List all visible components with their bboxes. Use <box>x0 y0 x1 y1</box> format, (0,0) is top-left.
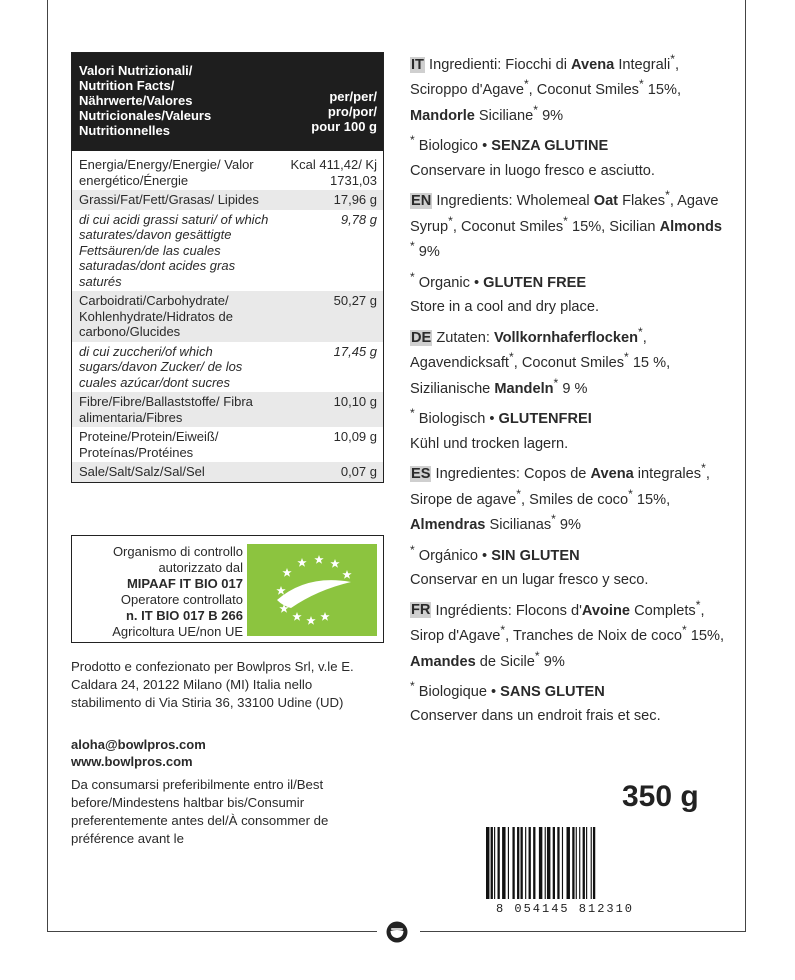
row-label: Grassi/Fat/Fett/Grasas/ Lipides <box>79 192 259 207</box>
text-bold: Oat <box>593 193 619 210</box>
nutrition-header-per <box>277 63 377 134</box>
text-bold: Almonds <box>659 218 723 235</box>
row-value: 17,96 g <box>333 192 377 207</box>
ingredients-fr <box>410 596 728 672</box>
asterisk: * <box>533 102 539 117</box>
organic-fr <box>410 677 728 702</box>
row-value: 0,07 g <box>340 464 377 479</box>
lang-code: EN <box>411 193 432 210</box>
header-line: Nährwerte/Valores <box>79 93 193 108</box>
text: Ingredientes: Copos de <box>431 466 591 483</box>
nutrition-header-title <box>79 63 259 138</box>
row-label: Proteine/Protein/Eiweiß/ Proteínas/Protéines <box>79 429 219 460</box>
row-value: Kcal 411,42/ Kj 1731,03 <box>290 157 377 188</box>
text-bold: SIN GLUTEN <box>491 547 580 564</box>
text: 15 %, Sizilianische <box>410 355 671 397</box>
text: , Coconut Smiles <box>528 82 639 99</box>
ingredients-column <box>410 50 728 732</box>
text: 15%, <box>686 627 725 644</box>
text: Zutaten: <box>432 329 494 346</box>
nutrition-table <box>71 52 384 483</box>
asterisk: * <box>624 350 629 365</box>
nutrition-row-energy <box>72 151 383 190</box>
row-label: Carboidrati/Carbohydrate/ Kohlenhydrate/Hidratos de carbono/Glucides <box>79 293 233 339</box>
asterisk: * <box>553 375 559 390</box>
text: 15%, Sicilian <box>567 218 660 235</box>
row-label: Energia/Energy/Energie/ Valor energético/Énergie <box>79 157 254 188</box>
header-per-line: per/per/ <box>329 89 377 104</box>
row-value: 10,10 g <box>333 394 377 409</box>
text: Orgánico • <box>414 547 492 564</box>
text: , Sirope de agave <box>410 466 710 508</box>
asterisk: * <box>508 350 514 365</box>
header-line: Nutritionnelles <box>79 123 171 138</box>
contact-info <box>71 736 381 770</box>
row-label: Fibre/Fibre/Ballaststoffe/ Fibra alimentaria/Fibres <box>79 394 253 425</box>
storage-it: Conservare in luogo fresco e asciutto. <box>410 162 655 179</box>
producer-address: Prodotto e confezionato per Bowlpros Srl, v.le E. Caldara 24, 20122 Milano (MI) Italia nello stabilimento di Via Stiria 36, 33100 Udine (UD) <box>71 659 354 710</box>
header-line: Valori Nutrizionali/ <box>79 63 193 78</box>
storage-de: Kühl und trocken lagern. <box>410 435 569 452</box>
asterisk: * <box>410 678 415 693</box>
ingredients-en <box>410 186 728 262</box>
asterisk: * <box>670 52 675 66</box>
text-bold: Avoine <box>581 602 631 619</box>
text: Biologico • <box>414 138 492 155</box>
text-bold: Avena <box>590 466 634 483</box>
ingredients-it <box>410 50 728 126</box>
text: de Sicile <box>475 653 535 670</box>
text: 15%, <box>632 491 671 508</box>
text: , Coconut Smiles <box>513 355 625 372</box>
asterisk: * <box>516 486 522 501</box>
text-bold: Mandorle <box>410 107 475 124</box>
asterisk: * <box>701 461 706 476</box>
lang-code: FR <box>411 602 431 619</box>
asterisk: * <box>638 77 644 92</box>
text-bold: Almendras <box>410 516 486 533</box>
asterisk: * <box>563 213 568 228</box>
text: 15%, <box>643 82 682 99</box>
text: Siciliane <box>474 107 534 124</box>
cert-line: Operatore controllato <box>120 592 243 607</box>
website-link[interactable]: www.bowlpros.com <box>71 754 193 769</box>
header-line: Nutricionales/Valeurs <box>79 108 212 123</box>
storage-en: Store in a cool and dry place. <box>410 299 600 316</box>
text: Integrali <box>614 56 671 73</box>
text: , Coconut Smiles <box>452 218 564 235</box>
frame-bottom-line-right <box>420 931 746 932</box>
eu-organic-leaf-icon <box>247 544 377 636</box>
nutrition-row-saturates <box>72 210 383 292</box>
barcode-icon <box>470 825 660 915</box>
row-value: 50,27 g <box>333 293 377 308</box>
organic-de <box>410 404 728 429</box>
text: Biologique • <box>414 683 501 700</box>
text: , Agavendicksaft <box>410 329 647 372</box>
nutrition-header <box>72 53 383 151</box>
text-bold: Vollkornhaferflocken <box>493 329 639 346</box>
operator-code: n. IT BIO 017 B 266 <box>125 608 243 623</box>
nutrition-row-salt <box>72 462 383 482</box>
certification-text <box>73 544 243 640</box>
text: , Smiles de coco <box>521 491 629 508</box>
row-value: 9,78 g <box>340 211 377 227</box>
ingredients-es <box>410 459 728 535</box>
text: , Agave Syrup <box>410 193 719 235</box>
header-per-line: pro/por/ <box>327 104 377 119</box>
asterisk: * <box>500 623 506 638</box>
text: , Sciroppo d'Agave <box>410 56 680 99</box>
text: , Sirop d'Agave <box>410 602 705 644</box>
text-bold: GLUTENFREI <box>498 411 592 428</box>
text: Sicilianas <box>485 516 552 533</box>
asterisk: * <box>410 239 415 254</box>
row-value: 10,09 g <box>333 429 377 444</box>
text-bold: GLUTEN FREE <box>483 274 587 291</box>
frame-right-line <box>745 0 746 932</box>
text: Ingrédients: Flocons d' <box>431 602 582 619</box>
organic-it <box>410 131 728 156</box>
text: Organic • <box>414 274 484 291</box>
bowl-logo-icon <box>385 920 409 944</box>
text: Complets <box>630 602 696 619</box>
cert-code: MIPAAF IT BIO 017 <box>126 576 243 591</box>
text-bold: SENZA GLUTINE <box>491 138 609 155</box>
asterisk: * <box>410 133 415 148</box>
organic-es <box>410 541 728 566</box>
asterisk: * <box>638 324 643 339</box>
asterisk: * <box>681 623 687 638</box>
asterisk: * <box>410 269 415 284</box>
asterisk: * <box>695 597 701 612</box>
frame-left-line <box>47 0 48 932</box>
nutrition-row-protein <box>72 427 383 462</box>
asterisk: * <box>534 648 540 663</box>
text: , Tranches de Noix de coco <box>505 627 682 644</box>
row-label: di cui zuccheri/of which sugars/davon Zucker/ de los cuales azúcar/dont sucres <box>79 343 243 390</box>
text: Ingredients: Wholemeal <box>432 193 594 210</box>
row-label: Sale/Salt/Salz/Sal/Sel <box>79 464 205 479</box>
frame-bottom-line-left <box>47 931 377 932</box>
text: 9% <box>555 516 582 533</box>
header-line: Nutrition Facts/ <box>79 78 175 93</box>
text-bold: Avena <box>571 56 615 73</box>
text: 9 % <box>558 380 588 397</box>
asterisk: * <box>665 188 670 203</box>
asterisk: * <box>410 406 415 421</box>
asterisk: * <box>551 512 556 527</box>
text-bold: Amandes <box>410 653 476 670</box>
asterisk: * <box>523 77 529 92</box>
row-label: di cui acidi grassi saturi/ of which saturates/davon gesättigte Fettsäuren/de las cuales saturadas/dont acides gras saturés <box>79 211 269 289</box>
text: integrales <box>633 466 702 483</box>
row-value: 17,45 g <box>333 343 377 359</box>
text-bold: Mandeln <box>494 380 554 397</box>
text: Flakes <box>618 193 666 210</box>
organic-certification-box <box>71 535 384 643</box>
asterisk: * <box>448 213 453 228</box>
nutrition-row-sugars <box>72 342 383 393</box>
cert-line: autorizzato dal <box>158 560 243 575</box>
text: Biologisch • <box>414 411 499 428</box>
cert-line: Organismo di controllo <box>112 544 243 559</box>
best-before-text: Da consumarsi preferibilmente entro il/Best before/Mindestens haltbar bis/Consumir preferentemente antes del/À consommer de préférence avant le <box>71 777 329 846</box>
nutrition-row-fibre <box>72 392 383 427</box>
asterisk: * <box>410 542 415 557</box>
storage-es: Conservar en un lugar fresco y seco. <box>410 572 649 589</box>
text: 9% <box>538 107 564 124</box>
cert-line: Agricoltura UE/non UE <box>112 624 243 639</box>
lang-code: ES <box>411 466 431 483</box>
nutrition-row-fat <box>72 190 383 210</box>
text: Ingredienti: Fiocchi di <box>424 56 571 73</box>
lang-code: DE <box>411 329 432 346</box>
storage-fr: Conserver dans un endroit frais et sec. <box>410 708 661 725</box>
asterisk: * <box>628 486 633 501</box>
organic-en <box>410 268 728 293</box>
net-weight: 350 g <box>622 780 699 813</box>
barcode-number: 8 054145 812310 <box>495 902 635 915</box>
text: 9% <box>414 244 440 261</box>
email-link[interactable]: aloha@bowlpros.com <box>71 737 206 752</box>
text-bold: SANS GLUTEN <box>500 683 605 700</box>
lang-code: IT <box>411 56 424 73</box>
text: 9% <box>539 653 565 670</box>
ingredients-de <box>410 323 728 399</box>
nutrition-row-carbohydrate <box>72 291 383 342</box>
header-per-line: pour 100 g <box>311 119 377 134</box>
